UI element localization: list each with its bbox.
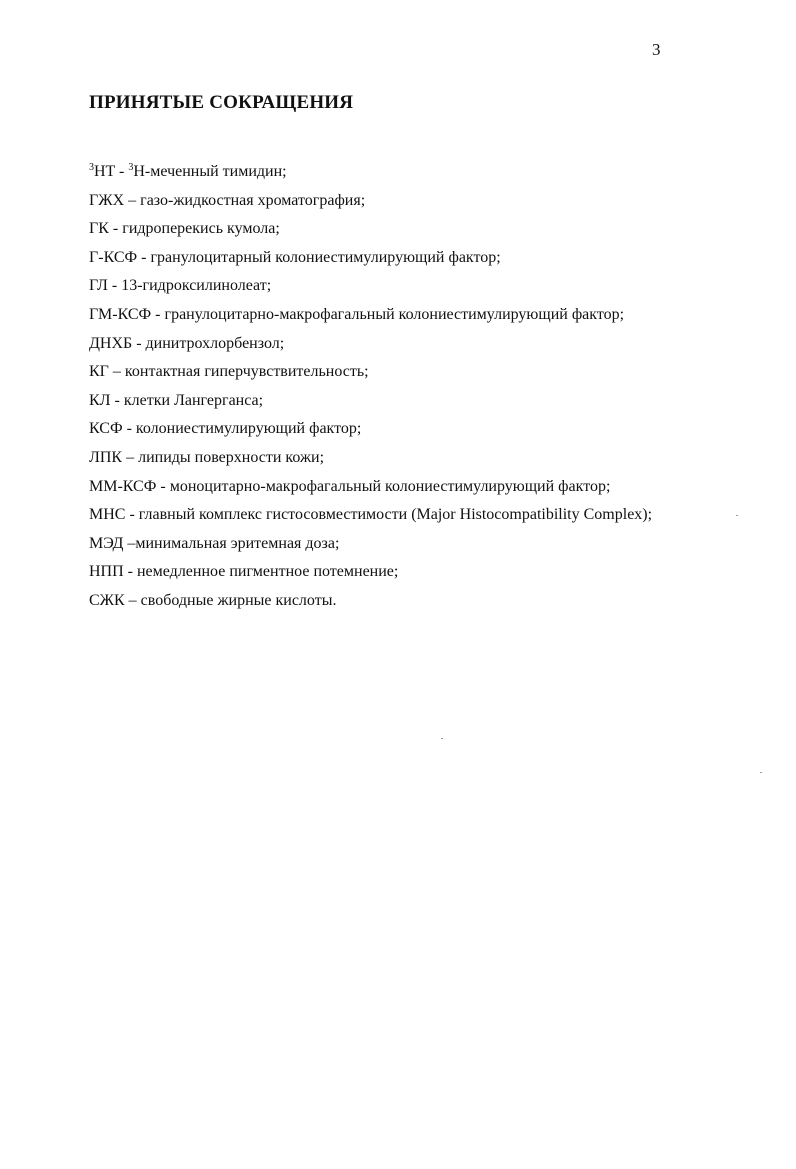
page-number: 3 bbox=[652, 40, 661, 59]
abbreviation-item: КЛ - клетки Лангерганса; bbox=[89, 391, 264, 409]
abbreviation-item: ММ-КСФ - моноцитарно-макрофагальный колониестимулирующий фактор; bbox=[89, 477, 611, 495]
scan-speck bbox=[736, 515, 738, 516]
abbreviation-item: МНС - главный комплекс гистосовместимости (Major Histocompatibility Complex); bbox=[89, 506, 653, 524]
abbreviation-item: ГМ-КСФ - гранулоцитарно-макрофагальный колониестимулирующий фактор; bbox=[89, 305, 625, 323]
abbreviation-text: H-меченный тимидин; bbox=[133, 163, 287, 180]
abbreviation-item: НПП - немедленное пигментное потемнение; bbox=[89, 563, 399, 581]
superscript: 3 bbox=[128, 162, 134, 173]
abbreviation-item: ДНХБ - динитрохлорбензол; bbox=[89, 334, 285, 352]
abbreviation-item: КГ – контактная гиперчувствительность; bbox=[89, 363, 369, 381]
abbreviation-item: ГЛ - 13-гидроксилинолеат; bbox=[89, 277, 272, 295]
abbreviation-list bbox=[89, 158, 663, 616]
abbreviation-item: МЭД –минимальная эритемная доза; bbox=[89, 534, 340, 552]
abbreviation-item: ЛПК – липиды поверхности кожи; bbox=[89, 448, 325, 466]
abbreviation-item: ГЖХ – газо-жидкостная хроматография; bbox=[89, 191, 366, 209]
abbreviation-item bbox=[89, 158, 663, 187]
page-title: ПРИНЯТЫЕ СОКРАЩЕНИЯ bbox=[89, 92, 354, 113]
abbreviation-item: КСФ - колониестимулирующий фактор; bbox=[89, 420, 362, 438]
superscript: 3 bbox=[89, 162, 94, 173]
scan-speck bbox=[441, 738, 443, 739]
abbreviation-item: СЖК – свободные жирные кислоты. bbox=[89, 591, 337, 609]
abbreviation-item: Г-КСФ - гранулоцитарный колониестимулирующий фактор; bbox=[89, 248, 501, 266]
abbreviation-item: ГК - гидроперекись кумола; bbox=[89, 220, 280, 238]
abbreviation-text: HT - bbox=[94, 163, 129, 180]
scan-speck bbox=[760, 772, 762, 773]
